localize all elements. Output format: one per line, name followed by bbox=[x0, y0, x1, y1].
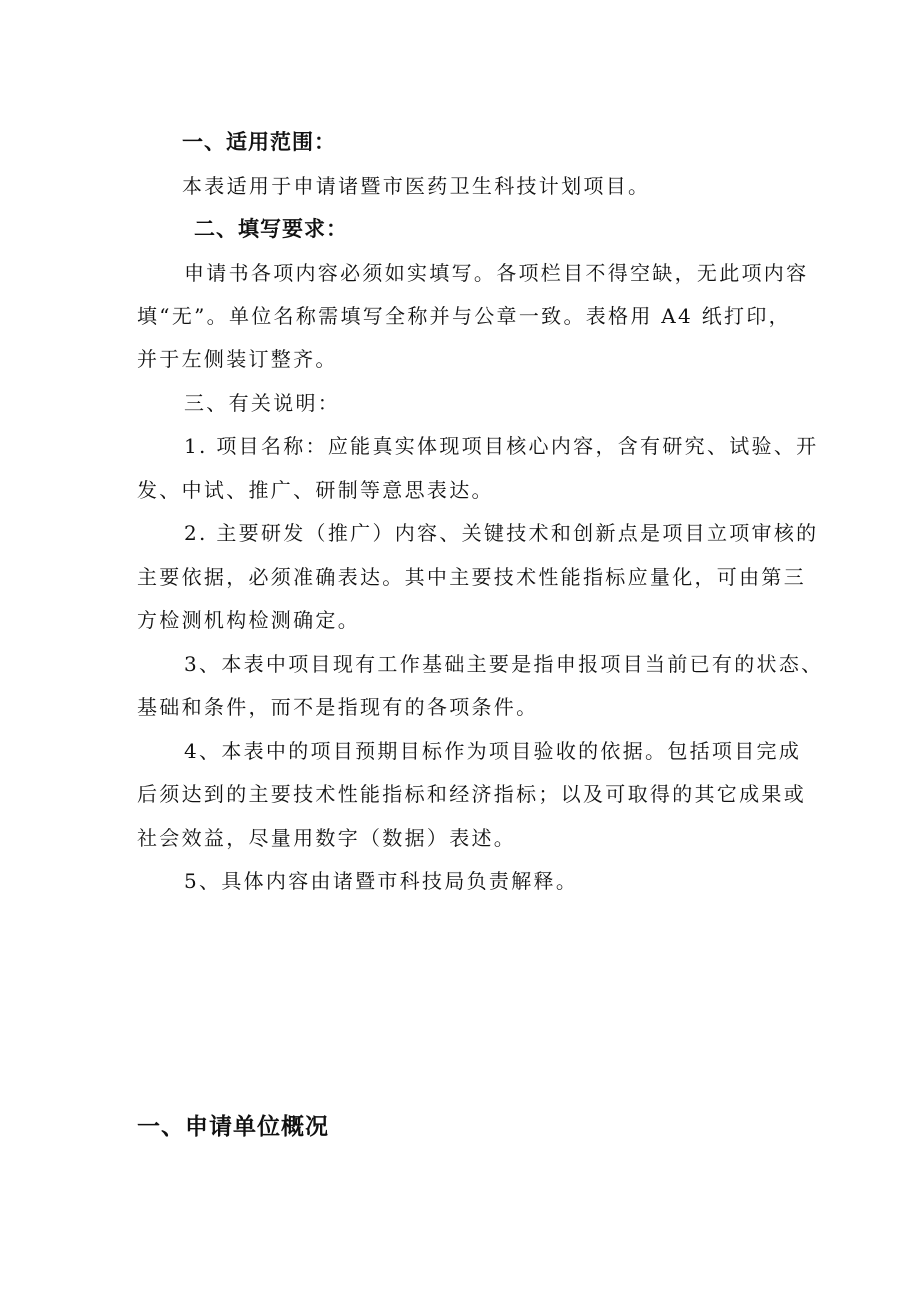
note-2-line-3: 方检测机构检测确定。 bbox=[137, 608, 360, 632]
part-title-applicant-overview: 一、申请单位概况 bbox=[137, 1114, 329, 1140]
section-title-notes: 三、有关说明： bbox=[184, 391, 341, 415]
note-3-line-1: 3、本表中项目现有工作基础主要是指申报项目当前已有的状态、 bbox=[184, 652, 824, 676]
section-title-scope: 一、适用范围： bbox=[182, 130, 336, 154]
note-4-line-2: 后须达到的主要技术性能指标和经济指标；以及可取得的其它成果或 bbox=[137, 782, 806, 806]
note-1-line-1: 1. 项目名称：应能真实体现项目核心内容，含有研究、试验、开 bbox=[184, 434, 819, 458]
note-5-line-1: 5、具体内容由诸暨市科技局负责解释。 bbox=[184, 869, 579, 893]
requirements-line-2: 填“无”。单位名称需填写全称并与公章一致。表格用 A4 纸打印， bbox=[137, 304, 791, 328]
note-4-line-1: 4、本表中的项目预期目标作为项目验收的依据。包括项目完成 bbox=[184, 739, 802, 763]
section-title-requirements: 二、填写要求： bbox=[194, 217, 348, 241]
note-2-line-1: 2. 主要研发（推广）内容、关键技术和创新点是项目立项审核的 bbox=[184, 521, 819, 545]
note-4-line-3: 社会效益，尽量用数字（数据）表述。 bbox=[137, 826, 517, 850]
note-2-line-2: 主要依据，必须准确表达。其中主要技术性能指标应量化，可由第三 bbox=[137, 565, 806, 589]
note-1-line-2: 发、中试、推广、研制等意思表达。 bbox=[137, 478, 494, 502]
requirements-line-1: 申请书各项内容必须如实填写。各项栏目不得空缺，无此项内容 bbox=[184, 261, 809, 285]
scope-text: 本表适用于申请诸暨市医药卫生科技计划项目。 bbox=[182, 174, 651, 198]
requirements-line-3: 并于左侧装订整齐。 bbox=[137, 347, 338, 371]
note-3-line-2: 基础和条件，而不是指现有的各项条件。 bbox=[137, 695, 539, 719]
